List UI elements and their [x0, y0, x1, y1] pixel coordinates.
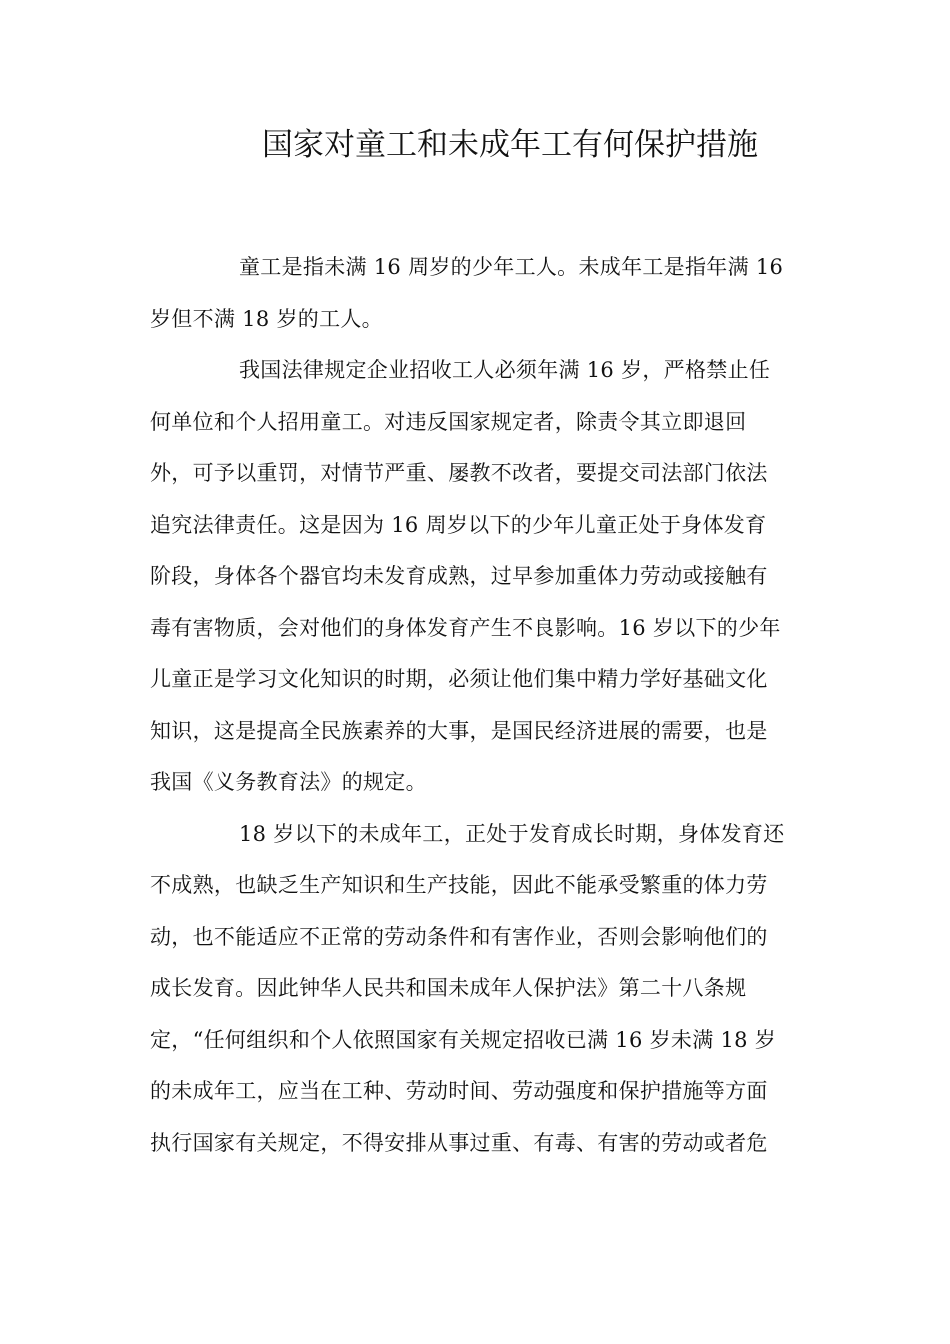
paragraph-line: 岁但不满 18 岁的工人。 [150, 306, 383, 331]
paragraph-line: 童工是指未满 16 周岁的少年工人。未成年工是指年满 16 [239, 255, 784, 279]
paragraph-line: 执行国家有关规定，不得安排从事过重、有毒、有害的劳动或者危 [150, 1130, 768, 1155]
paragraph-line: 阶段，身体各个器官均未发育成熟，过早参加重体力劳动或接触有 [150, 564, 768, 588]
paragraph-line: 我国《义务教育法》的规定。 [150, 770, 427, 794]
paragraph-line: 毒有害物质，会对他们的身体发育产生不良影响。16 岁以下的少年 [150, 615, 781, 640]
paragraph-line: 知识，这是提高全民族素养的大事，是国民经济进展的需要，也是 [150, 718, 768, 743]
paragraph-line: 的未成年工，应当在工种、劳动时间、劳动强度和保护措施等方面 [150, 1079, 768, 1103]
paragraph-1 [150, 242, 800, 345]
paragraph-line: 何单位和个人招用童工。对违反国家规定者，除责令其立即退回 [150, 409, 747, 434]
paragraph-line: 追究法律责任。这是因为 16 周岁以下的少年儿童正处于身体发育 [150, 512, 767, 537]
paragraph-line: 不成熟，也缺乏生产知识和生产技能，因此不能承受繁重的体力劳 [150, 873, 768, 897]
document-body [150, 242, 800, 1169]
paragraph-2 [150, 345, 800, 809]
paragraph-line: 成长发育。因此钟华人民共和国未成年人保护法》第二十八条规 [150, 976, 747, 1000]
paragraph-line: 动，也不能适应不正常的劳动条件和有害作业，否则会影响他们的 [150, 924, 768, 949]
paragraph-line: 我国法律规定企业招收工人必须年满 16 岁，严格禁止任 [239, 358, 771, 382]
document-title: 国家对童工和未成年工有何保护措施 [262, 127, 758, 163]
paragraph-line: 外，可予以重罚，对情节严重、屡教不改者，要提交司法部门依法 [150, 461, 768, 485]
paragraph-3 [150, 809, 800, 1170]
paragraph-line: 18 岁以下的未成年工，正处于发育成长时期，身体发育还 [239, 821, 785, 846]
paragraph-line: 定，“任何组织和个人依照国家有关规定招收已满 16 岁未满 18 岁 [150, 1027, 777, 1052]
paragraph-line: 儿童正是学习文化知识的时期，必须让他们集中精力学好基础文化 [150, 667, 768, 691]
